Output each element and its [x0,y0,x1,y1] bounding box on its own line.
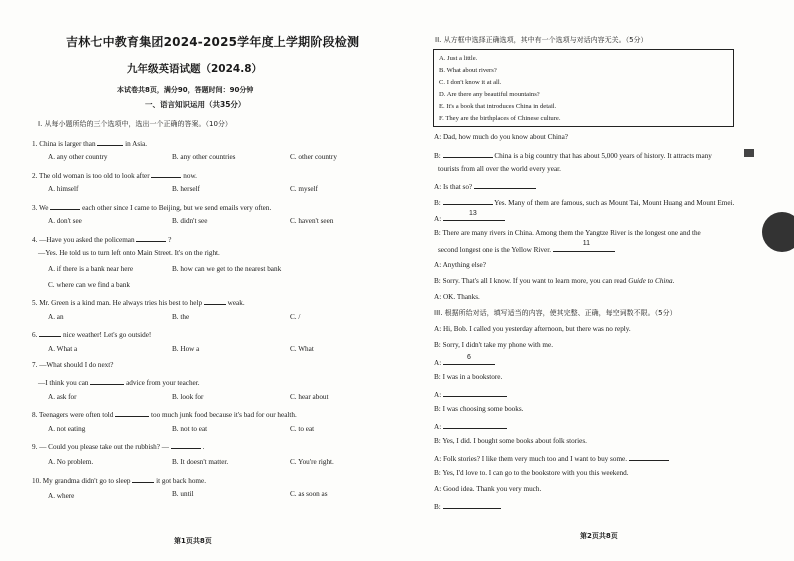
dialogue-line: B: Yes, I'd love to. I can go to the bookstore with you this weekend. [434,469,629,477]
page-footer: 第2页共8页 [580,532,618,540]
answer-blank[interactable] [553,240,615,252]
exam-title: 吉林七中教育集团2024-2025学年度上学期阶段检测 [66,35,360,49]
dialogue-line: B: Yes. Many of them are famous, such as Mount Tai, Mount Huang and Mount Emei. [434,199,735,207]
answer-blank[interactable] [443,389,507,397]
dialogue-line: A: 6 [434,357,495,367]
option[interactable]: B. herself [172,185,200,193]
handwritten-mark: 13 [468,210,477,217]
box-option: E. It's a book that introduces China in detail. [439,103,557,110]
option[interactable]: B. didn't see [172,217,208,225]
dialogue-line: second longest one is the Yellow River. 11 [438,244,615,254]
option[interactable]: A. No problem. [48,458,94,466]
option[interactable]: C. hear about [290,393,329,401]
answer-blank[interactable] [443,501,501,509]
question-7: 7. —What should I do next? [32,361,114,369]
option[interactable]: A. What a [48,345,78,353]
part3-instruction: III. 根据所给对话，填写适当的内容，使其完整、正确，每空词数不限。（5分） [434,309,677,317]
option[interactable]: C. other country [290,153,337,161]
answer-blank[interactable] [39,329,61,337]
dialogue-line: A: Folk stories? I like them very much too and I want to buy some. [434,453,669,463]
punch-hole-shadow [762,212,794,252]
page-footer: 第1页共8页 [174,537,212,545]
question-3: 3. We each other since I came to Beijing, but we send emails very often. [32,204,272,212]
dialogue-line: A: Anything else? [434,261,486,269]
box-option: A. Just a little. [439,55,478,62]
dialogue-line: A: Is that so? [434,181,536,191]
dialogue-line: A: [434,421,507,431]
part1-instruction: I. 从每小题所给的三个选项中，选出一个正确的答案。（10分） [38,120,232,128]
option[interactable]: A. an [48,313,64,321]
dialogue-line: A: OK. Thanks. [434,293,480,301]
question-10: 10. My grandma didn't go to sleep it got back home. [32,477,207,485]
question-6: 6. nice weather! Let's go outside! [32,331,152,339]
option[interactable]: C. to eat [290,425,315,433]
answer-blank[interactable] [90,377,124,385]
option[interactable]: B. How a [172,345,200,353]
option[interactable]: A. any other country [48,153,108,161]
dialogue-line: A: 13 [434,213,505,223]
section-title: 一、语言知识运用（共35分） [145,100,246,109]
option[interactable]: C. You're right. [290,458,334,466]
answer-blank[interactable] [132,475,154,483]
option[interactable]: C. / [290,313,301,321]
question-4: 4. —Have you asked the policeman ? [32,236,172,244]
answer-blank[interactable] [136,234,166,242]
question-7-line2: —I think you can advice from your teacher. [38,379,200,387]
option[interactable]: B. any other countries [172,153,236,161]
box-option: D. Are there any beautiful mountains? [439,91,540,98]
answer-blank[interactable] [443,197,493,205]
option[interactable]: A. where [48,492,75,500]
option[interactable]: C. where can we find a bank [48,281,131,289]
dialogue-line: A: Good idea. Thank you very much. [434,485,542,493]
question-8: 8. Teenagers were often told too much junk food because it's bad for our health. [32,411,297,419]
option[interactable]: B. It doesn't matter. [172,458,229,466]
answer-blank[interactable] [171,441,201,449]
handwritten-mark: 11 [582,240,591,247]
dialogue-line: B: Sorry, I didn't take my phone with me. [434,341,554,349]
option[interactable]: A. himself [48,185,79,193]
dialogue-line: B: Yes, I did. I bought some books about folk stories. [434,437,587,445]
question-1: 1. China is larger than in Asia. [32,140,148,148]
option[interactable]: A. ask for [48,393,77,401]
answer-blank[interactable] [204,297,226,305]
option[interactable]: B. the [172,313,190,321]
exam-subtitle: 九年级英语试题（2024.8） [127,63,263,75]
scan-smudge [744,149,754,157]
question-9: 9. — Could you please take out the rubbish? — . [32,443,205,451]
question-4-line2: —Yes. He told us to turn left onto Main Street. It's on the right. [38,249,220,257]
answer-blank[interactable] [97,138,123,146]
answer-blank[interactable] [115,409,149,417]
dialogue-line: B: I was in a bookstore. [434,373,503,381]
box-option: B. What about rivers? [439,67,497,74]
option[interactable]: A. don't see [48,217,82,225]
dialogue-line: A: [434,389,507,399]
dialogue-line: tourists from all over the world every year. [438,165,561,173]
dialogue-line: A: Hi, Bob. I called you yesterday afternoon, but there was no reply. [434,325,631,333]
question-2: 2. The old woman is too old to look after now. [32,172,197,180]
option[interactable]: C. myself [290,185,318,193]
dialogue-line: B: China is a big country that has about 5,000 years of history. It attracts many [434,152,712,160]
dialogue-line: B: I was choosing some books. [434,405,524,413]
box-option: F. They are the birthplaces of Chinese culture. [439,115,561,122]
answer-blank[interactable] [474,181,536,189]
option[interactable]: C. haven't seen [290,217,334,225]
box-option: C. I don't know it at all. [439,79,502,86]
answer-blank[interactable] [443,150,493,158]
question-5: 5. Mr. Green is a kind man. He always tries his best to help weak. [32,299,245,307]
dialogue-line: B: [434,501,501,511]
option[interactable]: C. as soon as [290,490,328,498]
dialogue-line: B: Sorry. That's all I know. If you want to learn more, you can read Guide to China. [434,277,675,285]
right-page [397,0,794,561]
option[interactable]: A. if there is a bank near here [48,265,134,273]
option[interactable]: B. how can we get to the nearest bank [172,265,282,273]
part2-instruction: II. 从方框中选择正确选项，其中有一个选项与对话内容无关。（5分） [435,36,648,44]
handwritten-mark: 6 [466,354,471,361]
option[interactable]: B. not to eat [172,425,208,433]
option[interactable]: B. look for [172,393,204,401]
option[interactable]: B. until [172,490,194,498]
answer-blank[interactable] [629,453,669,461]
option[interactable]: A. not eating [48,425,86,433]
answer-blank[interactable] [50,202,80,210]
option[interactable]: C. What [290,345,314,353]
dialogue-line: A: Dad, how much do you know about China? [434,133,568,141]
dialogue-line: B: There are many rivers in China. Among them the Yangtze River is the longest one and the [434,229,701,237]
exam-info: 本试卷共8页，满分90，答题时间：90分钟 [117,86,254,94]
answer-blank[interactable] [151,170,181,178]
answer-blank[interactable] [443,421,507,429]
